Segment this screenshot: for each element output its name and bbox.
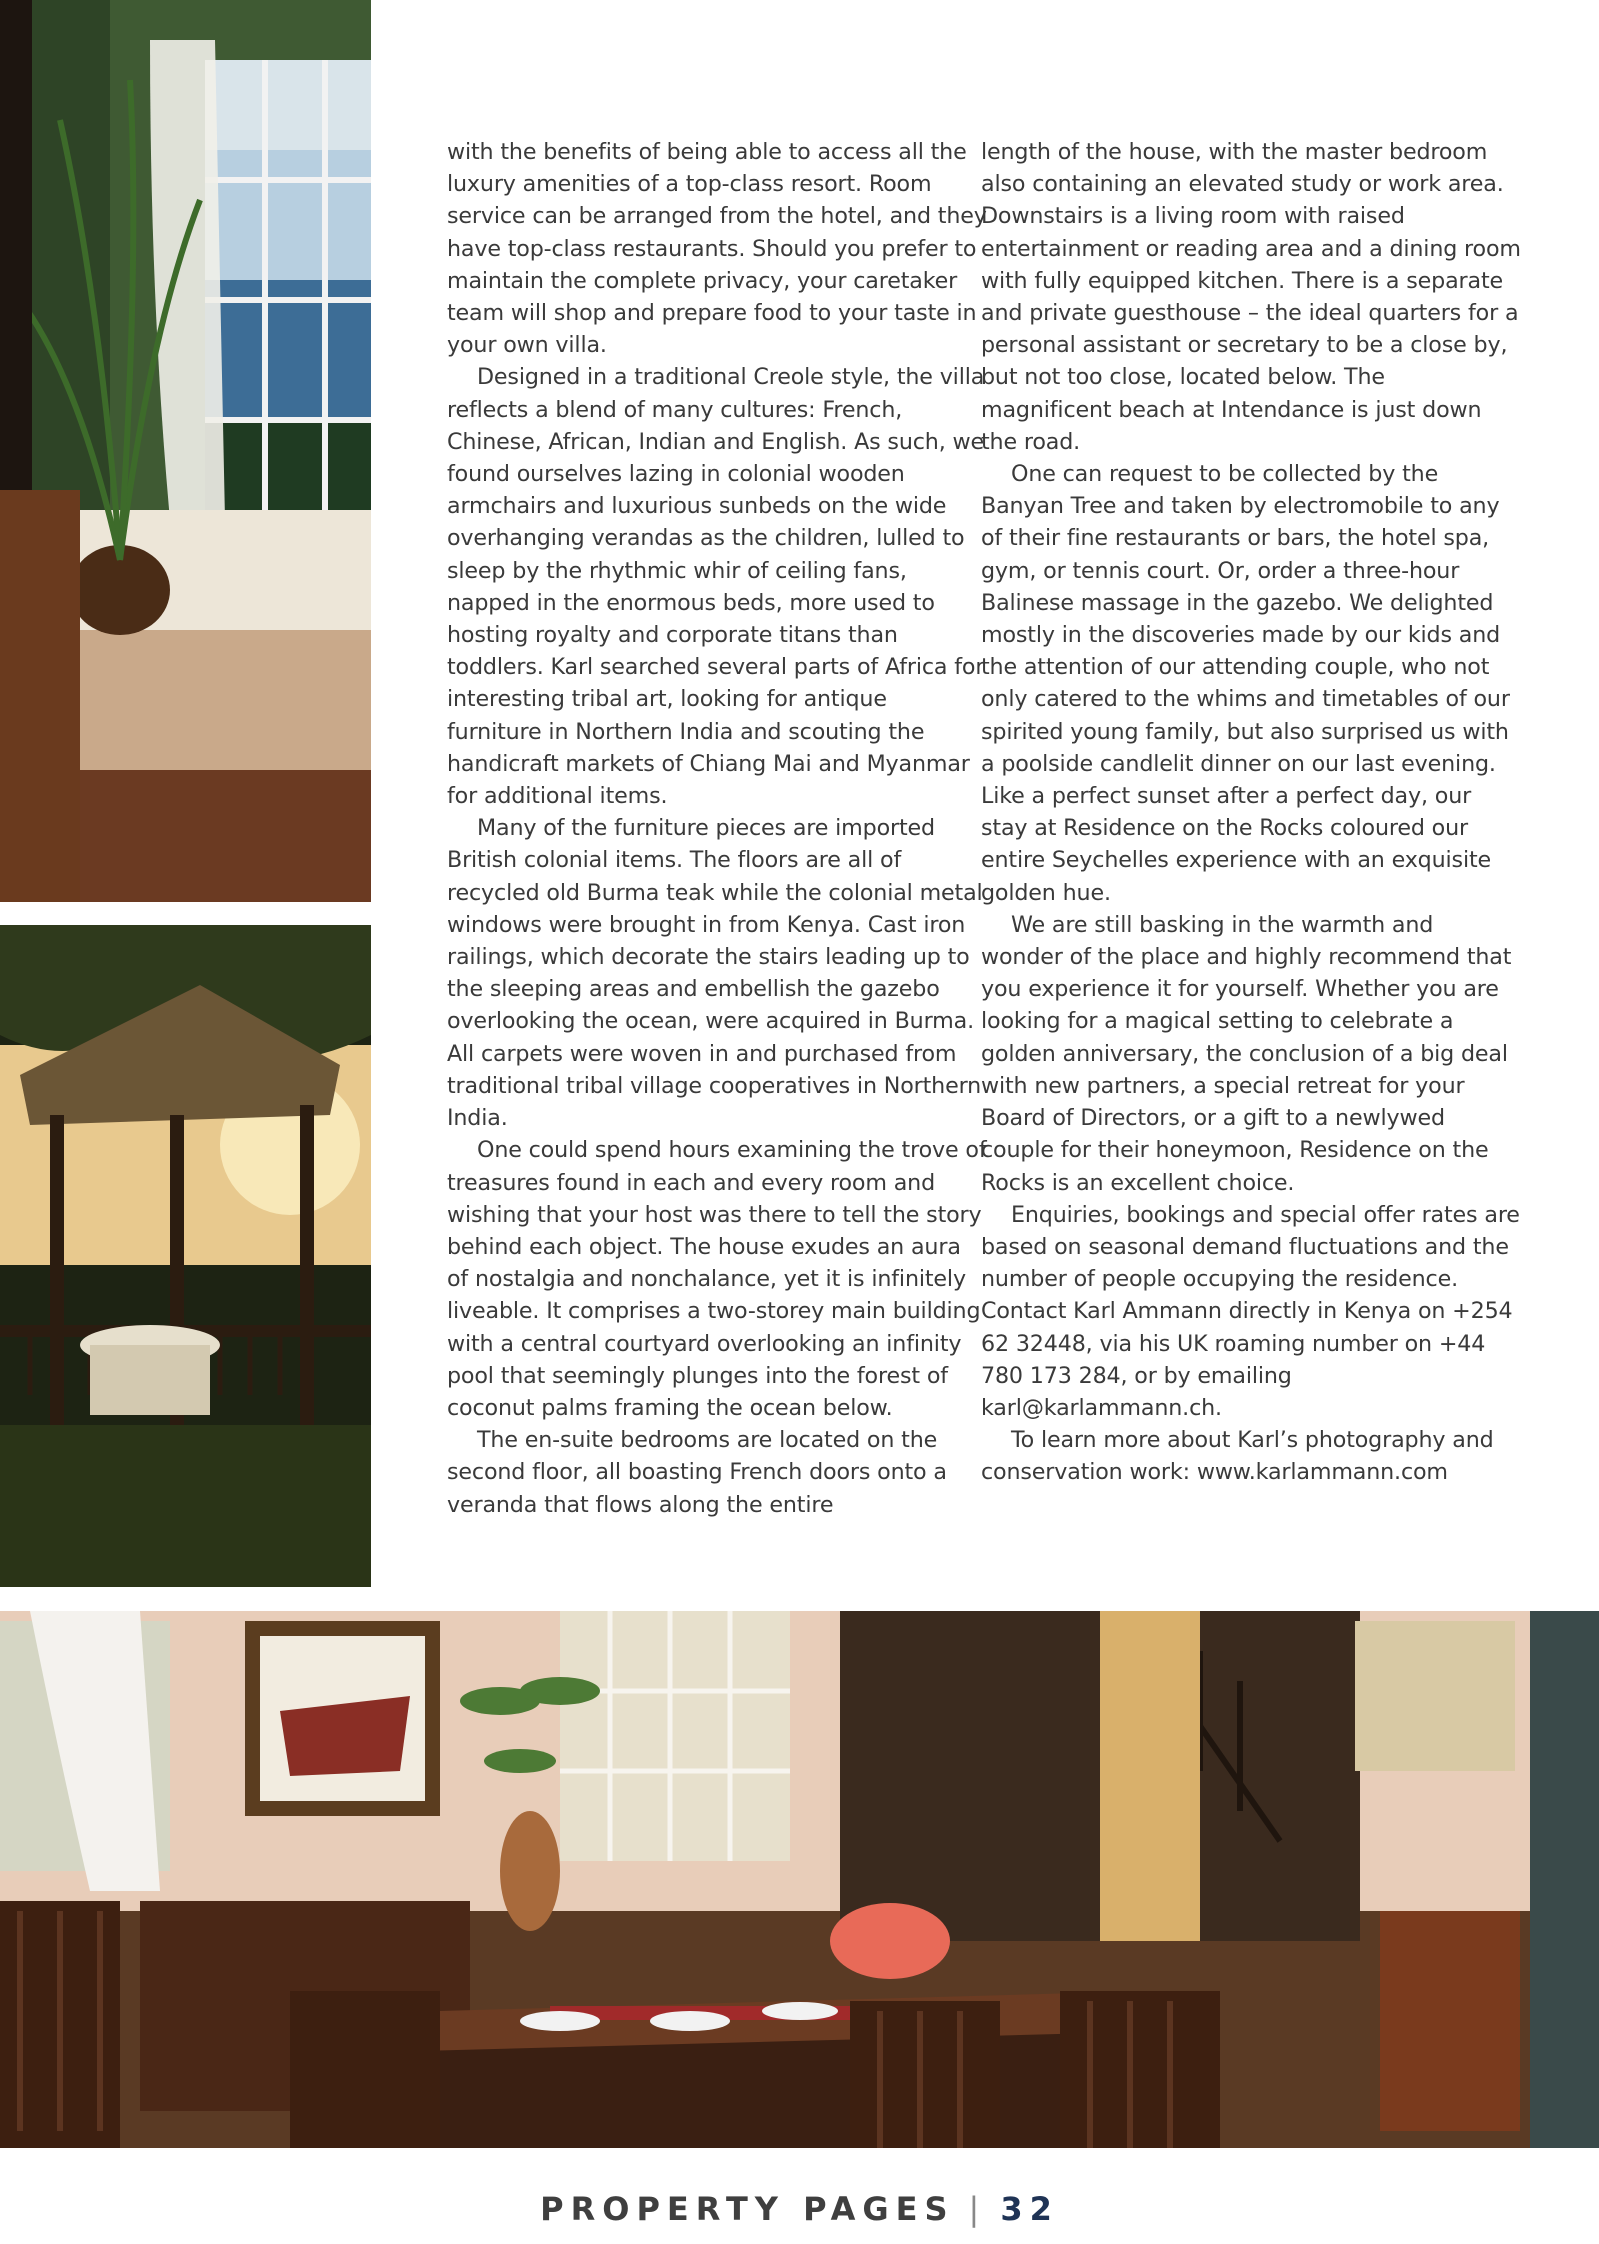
dining-room-photo bbox=[0, 1611, 1599, 2148]
page-footer bbox=[0, 2190, 1599, 2228]
paragraph: Designed in a traditional Creole style, the villa reflects a blend of many cultures: French, Chinese, African, Indian and English. As such, we found ourselves lazing in colonial wooden armchairs and luxurious sunbeds on the wide overhanging verandas as the children, lulled to sleep by the rhythmic whir of ceiling fans, napped in the enormous beds, more used to hosting royalty and corporate titans than toddlers. Karl searched several parts of Africa for interesting tribal art, looking for antique furniture in Northern India and scouting the handicraft markets of Chiang Mai and Myanmar for additional items. bbox=[447, 364, 985, 810]
paragraph: length of the house, with the master bedroom also containing an elevated study or work area. Downstairs is a living room with raised entertainment or reading area and a dining room with fully equipped kitchen. There is a separate and private guesthouse – the ideal quarters for a personal assistant or secretary to be a close by, but not too close, located below. The magnificent beach at Intendance is just down the road. bbox=[981, 139, 1521, 455]
page-number: 32 bbox=[1000, 2190, 1059, 2228]
article-column-left bbox=[447, 136, 987, 1521]
paragraph: Many of the furniture pieces are imported British colonial items. The floors are all of recycled old Burma teak while the colonial metal windows were brought in from Kenya. Cast iron railings, which decorate the stairs leading up to the sleeping areas and embellish the gazebo overlooking the ocean, were acquired in Burma. All carpets were woven in and purchased from traditional tribal village cooperatives in Northern India. bbox=[447, 815, 983, 1132]
gazebo-sunset-photo bbox=[0, 925, 371, 1587]
section-title: PROPERTY PAGES bbox=[540, 2190, 955, 2228]
paragraph: with the benefits of being able to access all the luxury amenities of a top-class resort. Room service can be arranged from the hotel, and they have top-class restaurants. Should you prefer to maintain the complete privacy, your caretaker team will shop and prepare food to your taste in your own villa. bbox=[447, 139, 987, 359]
paragraph: The en-suite bedrooms are located on the second floor, all boasting French doors onto a veranda that flows along the entire bbox=[447, 1427, 947, 1518]
paragraph: One can request to be collected by the Banyan Tree and taken by electromobile to any of their fine restaurants or bars, the hotel spa, gym, or tennis court. Or, order a three-hour Balinese massage in the gazebo. We delighted mostly in the discoveries made by our kids and the attention of our attending couple, who not only catered to the whims and timetables of our spirited young family, but also surprised us with a poolside candlelit dinner on our last evening. Like a perfect sunset after a perfect day, our stay at Residence on the Rocks coloured our entire Seychelles experience with an exquisite golden hue. bbox=[981, 461, 1510, 906]
footer-separator: | bbox=[968, 2190, 987, 2228]
bathroom-photo bbox=[0, 0, 371, 902]
paragraph: Enquiries, bookings and special offer rates are based on seasonal demand fluctuations and the number of people occupying the residence. Contact Karl Ammann directly in Kenya on +254 62 32448, via his UK roaming number on +44 780 173 284, or by emailing karl@karlammann.ch. bbox=[981, 1201, 1520, 1421]
paragraph: We are still basking in the warmth and wonder of the place and highly recommend that you experience it for yourself. Whether you are looking for a magical setting to celebrate a golden anniversary, the conclusion of a big deal with new partners, a special retreat for your Board of Directors, or a gift to a newlywed couple for their honeymoon, Residence on the Rocks is an excellent choice. bbox=[981, 911, 1512, 1196]
article-column-right bbox=[981, 136, 1521, 1489]
paragraph: To learn more about Karl’s photography and conservation work: www.karlammann.com bbox=[981, 1427, 1494, 1486]
paragraph: One could spend hours examining the trove of treasures found in each and every room and wishing that your host was there to tell the story behind each object. The house exudes an aura of nostalgia and nonchalance, yet it is infinitely liveable. It comprises a two-storey main building with a central courtyard overlooking an infinity pool that seemingly plunges into the forest of coconut palms framing the ocean below. bbox=[447, 1137, 987, 1421]
